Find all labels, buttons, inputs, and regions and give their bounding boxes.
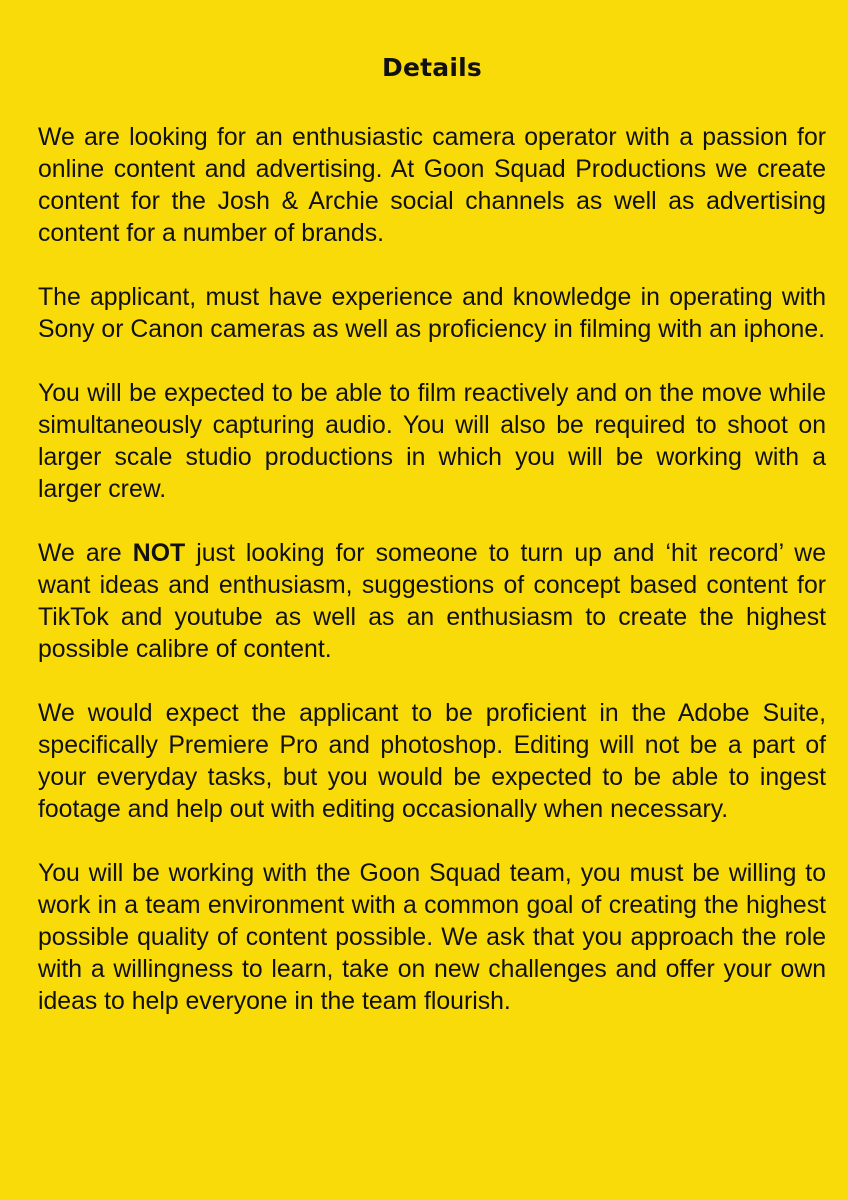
paragraph-ideas-lead: We are bbox=[38, 540, 133, 567]
paragraph-ideas-rest: just looking for someone to turn up and ‘hit record’ we want ideas and enthusiasm, suggestions of concept based content for TikTok and youtube as well as an enthusiasm to create the highest possible calibre of content. bbox=[38, 540, 826, 663]
paragraph-ideas-enthusiasm bbox=[38, 538, 826, 666]
paragraph-filming-expectations: You will be expected to be able to film reactively and on the move while simultaneously capturing audio. You will also be required to shoot on larger scale studio productions in which you will be working with a larger crew. bbox=[38, 380, 826, 503]
paragraph-editing-skills: We would expect the applicant to be proficient in the Adobe Suite, specifically Premiere Pro and photoshop. Editing will not be a part of your everyday tasks, but you would be expected to be able to ingest footage and help out with editing occasionally when necessary. bbox=[38, 700, 826, 823]
paragraph-camera-experience: The applicant, must have experience and knowledge in operating with Sony or Canon cameras as well as proficiency in filming with an iphone. bbox=[38, 284, 826, 343]
paragraph-role-overview: We are looking for an enthusiastic camera operator with a passion for online content and advertising. At Goon Squad Productions we create content for the Josh & Archie social channels as well as advertising content for a number of brands. bbox=[38, 124, 826, 247]
page-title: Details bbox=[382, 53, 482, 82]
paragraph-team-environment: You will be working with the Goon Squad team, you must be willing to work in a team environment with a common goal of creating the highest possible quality of content possible. We ask that you approach the role with a willingness to learn, take on new challenges and offer your own ideas to help everyone in the team flourish. bbox=[38, 860, 826, 1015]
details-body bbox=[38, 122, 826, 1018]
emphasis-not: NOT bbox=[132, 540, 186, 567]
